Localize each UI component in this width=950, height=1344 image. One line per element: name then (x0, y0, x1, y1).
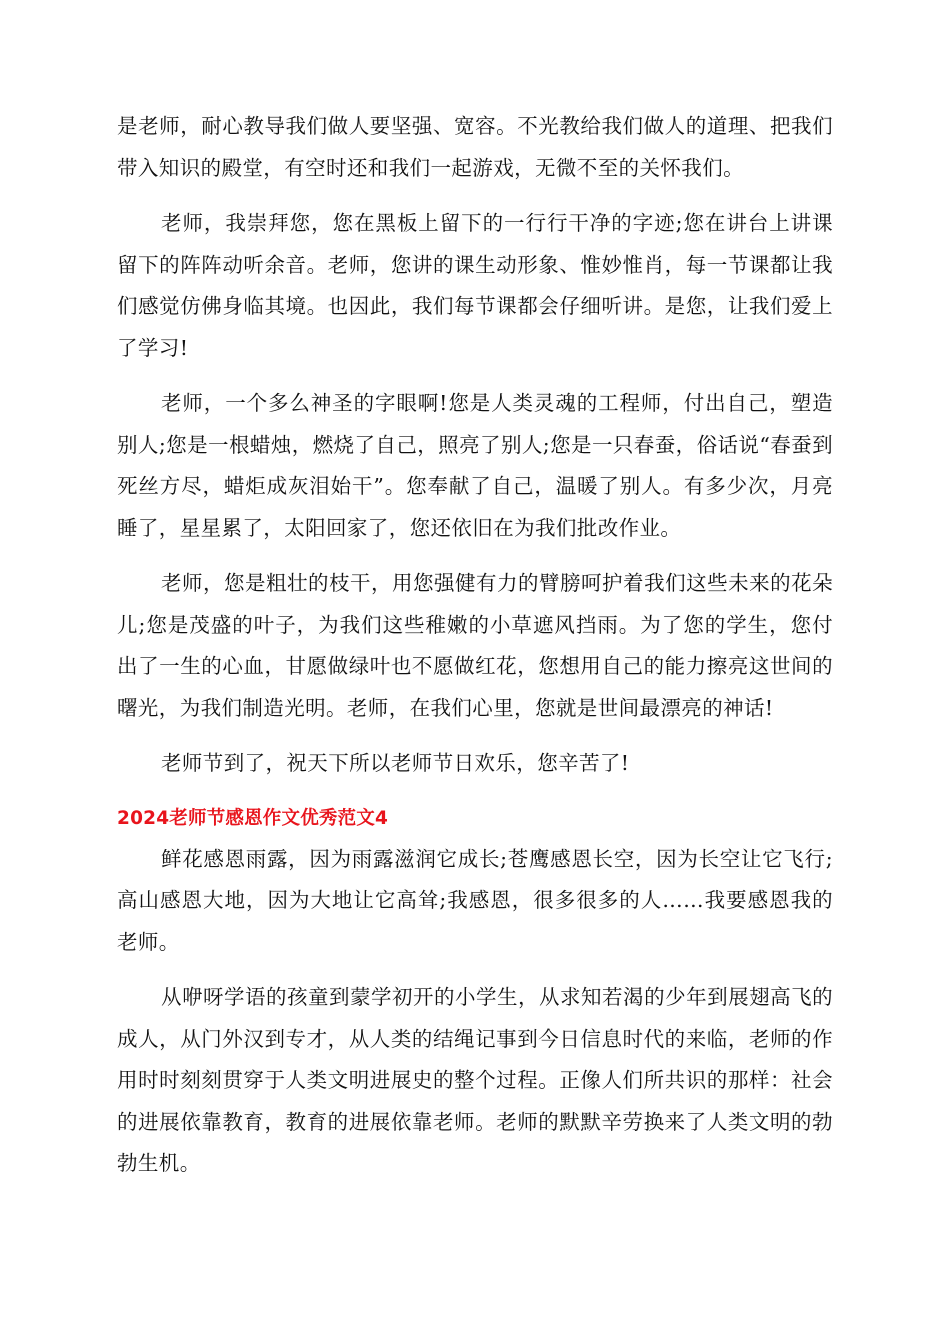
paragraph: 鲜花感恩雨露，因为雨露滋润它成长;苍鹰感恩长空，因为长空让它飞行;高山感恩大地，因为大地让它高耸;我感恩，很多很多的人……我要感恩我的老师。 (117, 846, 833, 954)
paragraph: 老师，一个多么神圣的字眼啊!您是人类灵魂的工程师，付出自己，塑造别人;您是一根蜡烛，燃烧了自己，照亮了别人;您是一只春蚕，俗话说“春蚕到死丝方尽，蜡炬成灰泪始干”。您奉献了自己，温暖了别人。有多少次，月亮睡了，星星累了，太阳回家了，您还依旧在为我们批改作业。 (117, 391, 833, 540)
paragraph: 从咿呀学语的孩童到蒙学初开的小学生，从求知若渴的少年到展翅高飞的成人，从门外汉到专才，从人类的结绳记事到今日信息时代的来临，老师的作用时时刻刻贯穿于人类文明进展史的整个过程。正像人们所共识的那样：社会的进展依靠教育，教育的进展依靠老师。老师的默默辛劳换来了人类文明的勃勃生机。 (117, 985, 833, 1175)
paragraph: 老师节到了，祝天下所以老师节日欢乐，您辛苦了! (161, 751, 630, 775)
paragraph: 老师，您是粗壮的枝干，用您强健有力的臂膀呵护着我们这些未来的花朵儿;您是茂盛的叶子，为我们这些稚嫩的小草遮风挡雨。为了您的学生，您付出了一生的心血，甘愿做绿叶也不愿做红花，您想用自己的能力擦亮这世间的曙光，为我们制造光明。老师，在我们心里，您就是世间最漂亮的神话! (117, 571, 833, 720)
paragraph: 老师，我崇拜您，您在黑板上留下的一行行干净的字迹;您在讲台上讲课留下的阵阵动听余音。老师，您讲的课生动形象、惟妙惟肖，每一节课都让我们感觉仿佛身临其境。也因此，我们每节课都会仔细听讲。是您，让我们爱上了学习! (117, 211, 833, 360)
document-body (117, 106, 833, 1185)
paragraph-continuation: 是老师，耐心教导我们做人要坚强、宽容。不光教给我们做人的道理、把我们带入知识的殿堂，有空时还和我们一起游戏，无微不至的关怀我们。 (117, 114, 833, 180)
section-heading: 2024老师节感恩作文优秀范文4 (117, 807, 389, 829)
